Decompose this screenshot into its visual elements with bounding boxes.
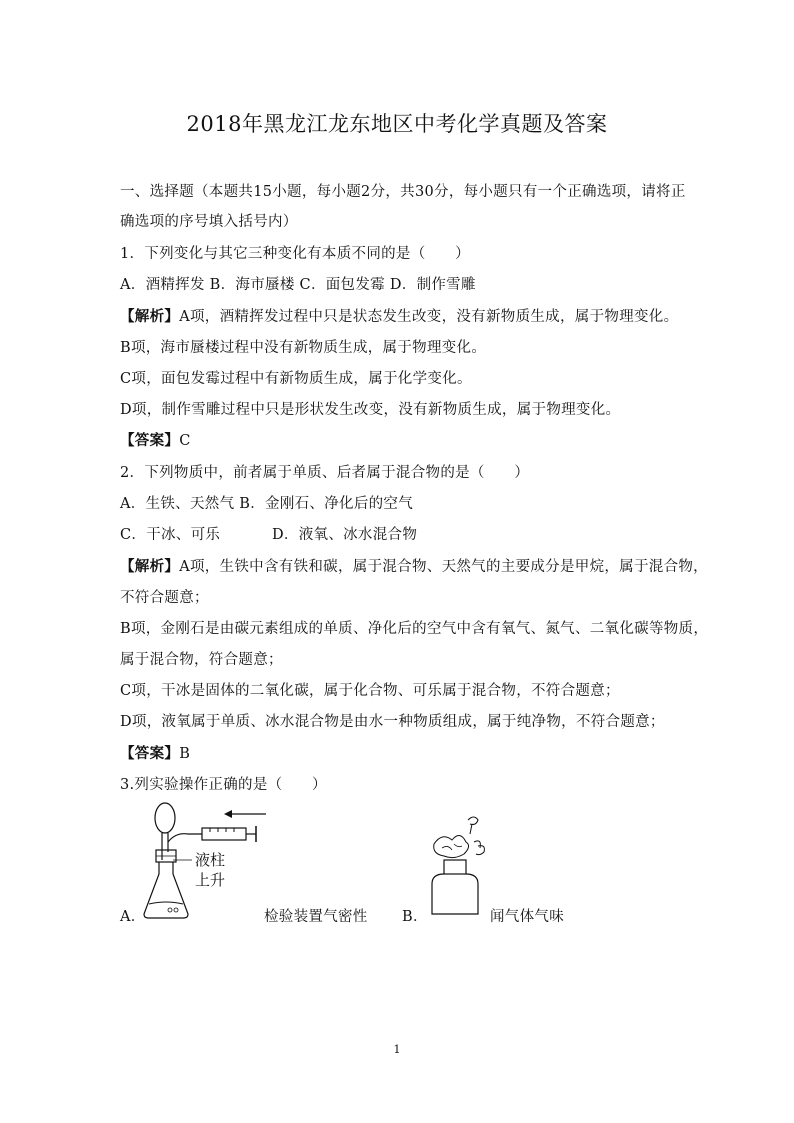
airtightness-apparatus-figure [140,800,270,922]
q2-option-d: D．液氧、冰水混合物 [272,527,418,543]
figure-label-liquid-column: 液柱 [195,851,226,869]
q3-option-b-letter: B． [402,909,428,925]
page-number: 1 [393,1043,401,1056]
answer-label: 【答案】 [120,745,180,762]
q2-answer [120,742,190,763]
answer-value: C [179,433,191,449]
q2-option-c: C．干冰、可乐 [120,527,221,543]
q1-analysis-b: B项，海市蜃楼过程中没有新物质生成，属于物理变化。 [120,340,487,356]
q2-analysis-d: D项，液氧属于单质、冰水混合物是由水一种物质组成，属于纯净物，不符合题意； [120,714,665,730]
section-heading-line-2: 确选项的序号填入括号内） [120,214,298,230]
q1-analysis-c: C项，面包发霉过程中有新物质生成，属于化学变化。 [120,371,472,387]
q2-analysis-c: C项，干冰是固体的二氧化碳，属于化合物、可乐属于混合物，不符合题意； [120,683,620,699]
q3-stem: 3.列实验操作正确的是（ ） [120,777,327,793]
smelling-gas-figure [422,810,502,920]
q2-analysis-a-1 [120,555,708,576]
q1-options: A．酒精挥发 B．海市蜃楼 C．面包发霉 D．制作雪雕 [120,277,476,293]
q2-options-ab: A．生铁、天然气 B．金刚石、净化后的空气 [120,496,414,512]
q2-analysis-a-2: 不符合题意； [120,590,209,606]
q1-analysis-a [120,305,678,326]
analysis-text: A项，酒精挥发过程中只是状态发生改变，没有新物质生成，属于物理变化。 [179,309,679,325]
section-heading-line-1: 一、选择题（本题共15小题，每小题2分，共30分，每小题只有一个正确选项，请将正 [120,184,686,200]
q3-option-a-letter: A． [120,909,146,925]
analysis-label: 【解析】 [120,308,180,325]
analysis-text: A项，生铁中含有铁和碳，属于混合物、天然气的主要成分是甲烷，属于混合物， [179,559,708,575]
answer-label: 【答案】 [120,432,180,449]
q3-option-a-caption: 检验装置气密性 [264,909,368,925]
q2-stem: 2．下列物质中，前者属于单质、后者属于混合物的是（ ） [120,465,530,481]
answer-value: B [179,746,191,762]
q3-option-b-caption: 闻气体气味 [490,909,564,925]
q1-analysis-d: D项，制作雪雕过程中只是形状发生改变，没有新物质生成，属于物理变化。 [120,402,621,418]
q1-stem: 1．下列变化与其它三种变化有本质不同的是（ ） [120,246,470,262]
q1-answer [120,429,191,450]
figure-label-rise: 上升 [195,871,226,889]
page-title: 2018年黑龙江龙东地区中考化学真题及答案 [186,112,608,136]
q2-analysis-b-1: B项，金刚石是由碳元素组成的单质、净化后的空气中含有氧气、氮气、二氧化碳等物质， [120,621,709,637]
analysis-label: 【解析】 [120,558,180,575]
q2-analysis-b-2: 属于混合物，符合题意； [120,652,283,668]
